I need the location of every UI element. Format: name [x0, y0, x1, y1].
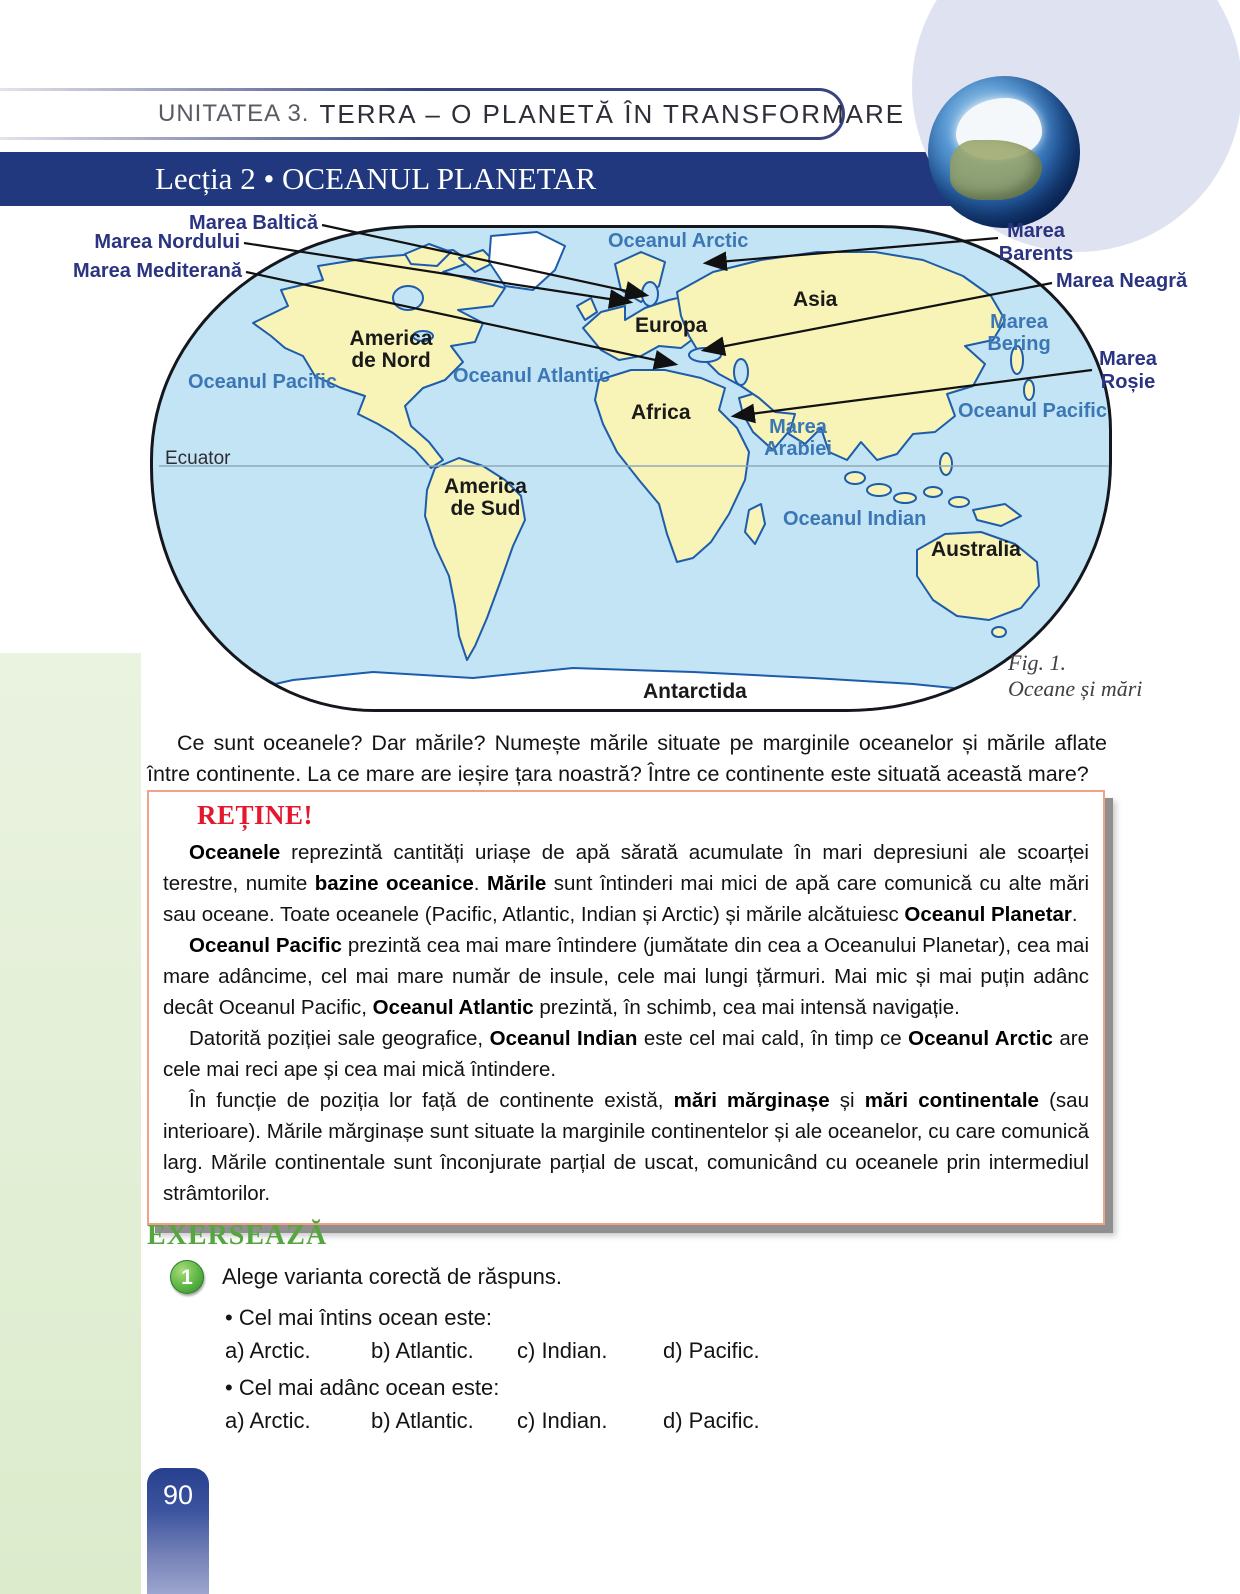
greenland-shape: [489, 232, 565, 290]
earth-landmass: [950, 140, 1042, 200]
option-c: c) Indian.: [517, 1338, 608, 1363]
map-label-arabian-sea: Marea Arabiei: [764, 416, 832, 460]
option-b: b) Atlantic.: [371, 1338, 474, 1363]
exercise-options-row: [225, 1408, 760, 1434]
lesson-title-band: Lecția 2 • OCEANUL PLANETAR: [0, 152, 952, 206]
caspian-sea-shape: [734, 359, 748, 385]
exercise-options-row: [225, 1338, 760, 1364]
map-label-asia: Asia: [793, 288, 838, 311]
retine-paragraph: Datorită poziției sale geografice, Oceanul Indian este cel mai cald, în timp ce Oceanul Arctic are cele mai reci ape și cea mai mică întindere.: [163, 1027, 1089, 1081]
unit-label: UNITATEA 3.: [158, 100, 310, 127]
left-margin-strip: [0, 653, 141, 1594]
map-label-arctic-ocean: Oceanul Arctic: [608, 230, 749, 252]
map-label-australia: Australia: [931, 538, 1021, 561]
baltic-sea-shape: [642, 282, 658, 306]
header-rule-fade: [0, 88, 420, 91]
retine-paragraph: Oceanul Pacific prezintă cea mai mare întindere (jumătate din cea a Oceanului Planetar), cea mai mare adâncime, cel mai mare număr de insule, cele mai lungi țărmuri. Mai mic și mai puțin adânc decât Oceanul Pacific, Oceanul Atlantic prezintă, în schimb, cea mai intensă navigație.: [163, 934, 1090, 1019]
map-label-bering-sea: Marea Bering: [987, 311, 1051, 355]
option-b: b) Atlantic.: [371, 1408, 474, 1433]
page-number-tab: 90: [147, 1468, 209, 1594]
callout-mediterranean-sea: Marea Mediterană: [73, 260, 242, 282]
exercise-question: • Cel mai adânc ocean este:: [225, 1375, 500, 1400]
black-sea-shape: [689, 348, 721, 362]
unit-header: [0, 88, 906, 140]
figure-caption: [1008, 650, 1142, 702]
world-map: [150, 225, 1112, 712]
callout-black-sea: Marea Neagră: [1056, 270, 1188, 292]
map-label-africa: Africa: [631, 401, 691, 424]
option-d: d) Pacific.: [663, 1338, 760, 1363]
retine-paragraph: Oceanele reprezintă cantități uriașe de apă sărată acumulate în mari depresiuni ale scoarței terestre, numite bazine oceanice. Mările sunt întinderi mai mici de apă care comunică cu alte mări sau oceane. Toate oceanele (Pacific, Atlantic, Indian și Arctic) și mările alcătuiesc Oceanul Planetar.: [163, 841, 1089, 926]
map-label-pacific-right: Oceanul Pacific: [958, 400, 1107, 422]
map-label-equator: Ecuator: [165, 448, 231, 469]
map-label-north-america: America de Nord: [349, 327, 433, 372]
intro-questions: Ce sunt oceanele? Dar mările? Numește mările situate pe marginile oceanelor și mările aflate între continente. La ce mare are ieșire țara noastră? Între ce continente este situată această mare?: [147, 731, 1107, 786]
figure-label: Fig. 1.: [1008, 650, 1067, 675]
map-label-europa: Europa: [635, 314, 708, 337]
unit-title: TERRA – O PLANETĂ ÎN TRANSFORMARE: [319, 98, 906, 129]
callout-north-sea: Marea Nordului: [94, 231, 240, 253]
retine-title: REȚINE!: [197, 800, 314, 830]
callout-barents-sea: Marea Barents: [998, 220, 1074, 265]
earth-globe-image: [928, 76, 1080, 228]
retine-box: [147, 790, 1105, 1225]
map-label-antarctica: Antarctida: [643, 680, 747, 703]
exercise-question: • Cel mai întins ocean este:: [225, 1305, 492, 1330]
option-c: c) Indian.: [517, 1408, 608, 1433]
antarctica-shape: [213, 668, 1053, 712]
retine-paragraph: În funcție de poziția lor față de continente există, mări mărginașe și mări continentale (sau interioare). Mările mărginașe sunt situate la marginile continentelor și ale oceanelor, cu care comunică larg. Mările continentale sunt înconjurate parțial de uscat, comunicând cu oceanele prin intermediul strâmtorilor.: [163, 1089, 1089, 1205]
option-d: d) Pacific.: [663, 1408, 760, 1433]
exercise-prompt: Alege varianta corectă de răspuns.: [222, 1264, 562, 1289]
option-a: a) Arctic.: [225, 1408, 311, 1433]
option-a: a) Arctic.: [225, 1338, 311, 1363]
figure-title: Oceane și mări: [1008, 676, 1143, 701]
hudson-bay-shape: [393, 286, 423, 310]
callout-red-sea: Marea Roșie: [1099, 348, 1157, 393]
exercise-number-badge: 1: [170, 1260, 204, 1294]
map-label-atlantic: Oceanul Atlantic: [453, 365, 611, 387]
exercise-1: [170, 1260, 562, 1294]
header-rule-fade: [0, 137, 420, 140]
retine-body: [163, 837, 1089, 1209]
callout-baltic-sea: Marea Baltică: [189, 212, 318, 234]
exersa-section-title: EXERSEAZĂ: [147, 1220, 328, 1251]
map-label-pacific-left: Oceanul Pacific: [188, 371, 337, 393]
map-label-south-america: America de Sud: [444, 475, 527, 520]
map-label-indian-ocean: Oceanul Indian: [783, 508, 927, 530]
map-continents-graphic: [153, 228, 1112, 712]
